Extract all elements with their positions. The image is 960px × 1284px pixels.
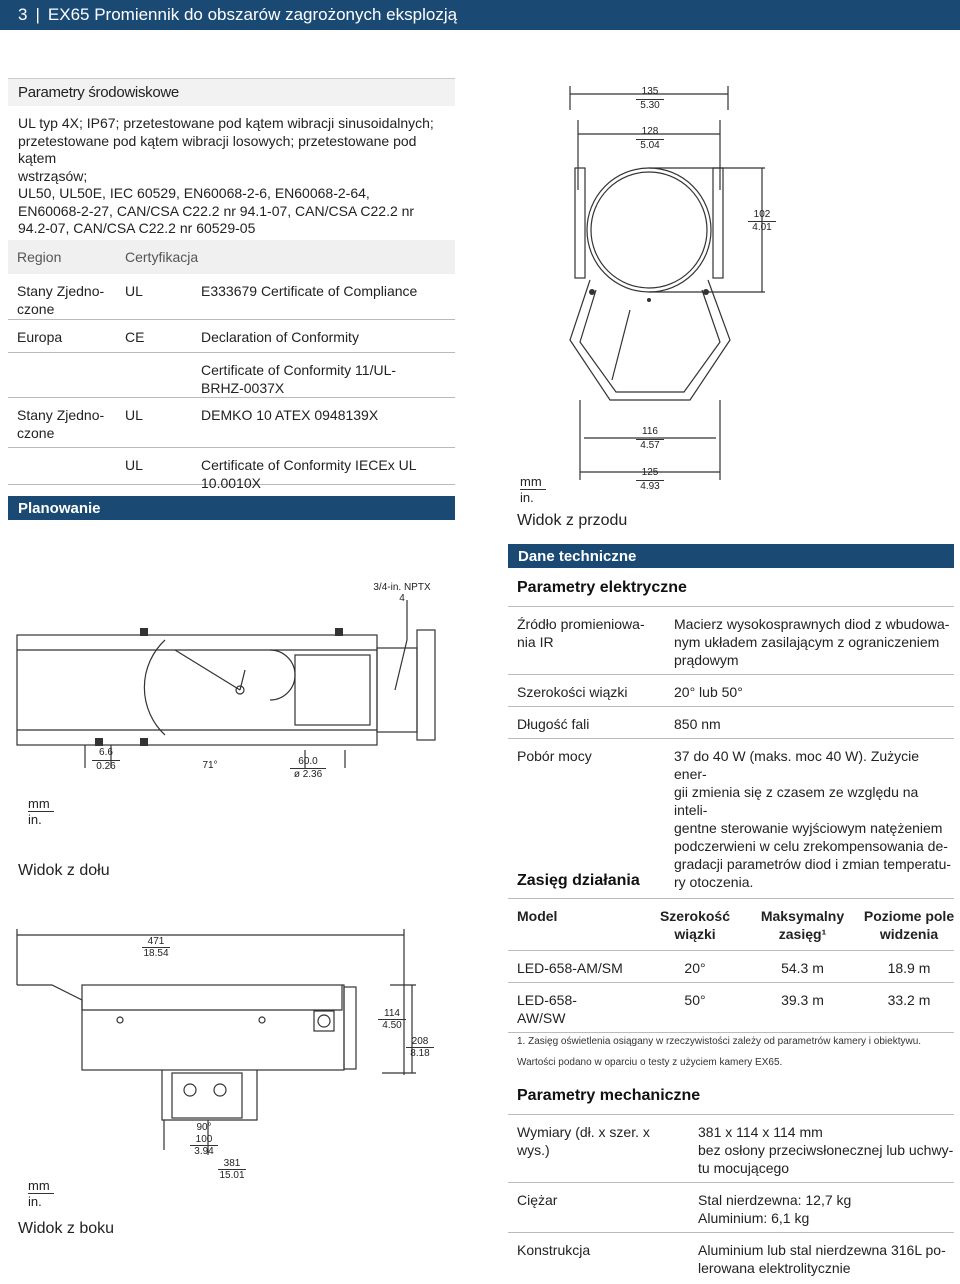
range-col-header-line: Maksymalny [760, 908, 845, 924]
env-line: przetestowane pod kątem wibracji losowych; przetestowane pod kątem [18, 132, 417, 166]
elec-value-line: prądowym [674, 652, 739, 668]
page-header [0, 0, 960, 30]
range-col-header-line: Model [517, 908, 558, 924]
elec-label-line: Długość fali [517, 716, 590, 732]
range-model [517, 959, 637, 977]
front-view-caption: Widok z przodu [517, 512, 628, 529]
elec-value-line: nym układem zasilającym z ograniczeniem [674, 634, 940, 650]
env-section-title [8, 78, 455, 106]
range-model-line: AW/SW [517, 1010, 566, 1026]
dim-114: 114 [384, 1008, 400, 1019]
cert-name-line: DEMKO 10 ATEX 0948139X [201, 407, 379, 423]
dim-208: 208 [411, 1036, 429, 1047]
col-region: Region [17, 249, 62, 265]
cert-region [17, 406, 117, 442]
elec-value-line: gradacji parametrów diod i zmian temperatu- [674, 856, 952, 872]
bottom-unit-in: in. [28, 811, 54, 827]
mech-label [517, 1191, 687, 1209]
range-col-header-line: Poziome pole [863, 908, 955, 924]
env-description [18, 115, 458, 238]
cert-row [8, 320, 455, 353]
elec-title: Parametry elektryczne [517, 579, 687, 596]
elec-value-line: podczerwieni w celu zrekompensowania de- [674, 838, 948, 854]
range-range: 54.3 m [781, 960, 824, 976]
mech-title: Parametry mechaniczne [517, 1087, 701, 1104]
cert-name [201, 406, 441, 424]
range-row [508, 983, 954, 1033]
mech-label-line: Konstrukcja [517, 1242, 591, 1258]
cert-region-line: Stany Zjedno- [17, 407, 105, 423]
range-col-header [517, 907, 637, 925]
mech-value-line: tu mocującego [698, 1160, 790, 1176]
cert-region-line: Stany Zjedno- [17, 283, 105, 299]
mech-value-line: bez osłony przeciwsłonecznej lub uchwy- [698, 1142, 954, 1158]
mech-value [698, 1123, 954, 1177]
dim-nptx: 3/4-in. NPTX 4 [373, 582, 431, 604]
range-fov: 18.9 m [887, 960, 931, 976]
elec-row [508, 675, 954, 707]
cert-name-line: Declaration of Conformity [201, 329, 359, 345]
range-col-header-line: wiązki [674, 926, 716, 942]
dim-504: 5.04 [636, 139, 664, 151]
elec-label-line: Źródło promieniowa- [517, 616, 645, 632]
dim-401: 4.01 [748, 221, 776, 233]
tech-title-text: Dane techniczne [518, 547, 637, 565]
cert-name-line: 10.0010X [201, 475, 261, 491]
elec-value-line: ry otoczenia. [674, 874, 754, 890]
mech-value-line: lerowana elektrolitycznie [698, 1260, 851, 1276]
elec-value-line: 37 do 40 W (maks. moc 40 W). Zużycie ener- [674, 748, 920, 782]
elec-value-line: Macierz wysokosprawnych diod z wbudowa- [674, 616, 950, 632]
mech-value-line: Aluminium: 6,1 kg [698, 1210, 810, 1226]
dim-530: 5.30 [636, 99, 664, 111]
elec-value [674, 715, 954, 733]
range-header [508, 899, 954, 951]
dim-450: 4.50 [378, 1019, 406, 1031]
page-number: 3 [18, 5, 28, 24]
range-range: 39.3 m [781, 992, 824, 1008]
mech-value [698, 1191, 954, 1227]
cert-region [17, 282, 117, 318]
mech-row [508, 1183, 954, 1233]
cert-row [8, 274, 455, 320]
range-footnote-1: 1. Zasięg oświetlenia osiągany w rzeczywistości zależy od parametrów kamery i obiektywu. [517, 1036, 922, 1047]
elec-label-line: Szerokości wiązki [517, 684, 628, 700]
range-beam: 20° [684, 960, 706, 976]
cert-row [8, 398, 455, 448]
dim-381: 381 [223, 1158, 241, 1169]
elec-value [674, 683, 954, 701]
dim-493: 4.93 [636, 480, 664, 492]
range-col-header [750, 907, 855, 943]
mech-label [517, 1123, 687, 1159]
range-model [517, 991, 637, 1027]
elec-value [674, 747, 954, 891]
cert-name-line: Certificate of Conformity IECEx UL [201, 457, 417, 473]
dim-236: ø 2.36 [290, 768, 326, 780]
cert-region-line: czone [17, 301, 55, 317]
range-beam: 50° [684, 992, 706, 1008]
side-view-drawing [12, 925, 452, 1155]
side-unit-in: in. [28, 1193, 54, 1209]
cert-body: CE [125, 329, 145, 345]
range-title: Zasięg działania [517, 872, 640, 889]
mech-label-line: Wymiary (dł. x szer. x [517, 1124, 650, 1140]
bottom-unit-mm: mm [28, 796, 50, 811]
elec-value-line: gentne sterowanie wyjściowym natężeniem [674, 820, 943, 836]
dim-471: 471 [147, 936, 165, 947]
range-col-header [645, 907, 745, 943]
cert-name-line: Certificate of Conformity 11/UL- [201, 362, 397, 378]
env-line: UL typ 4X; IP67; przetestowane pod kątem wibracji sinusoidalnych; [18, 115, 434, 131]
dim-600: 60.0 [298, 756, 318, 767]
mech-row [508, 1115, 954, 1183]
range-col-header [859, 907, 959, 943]
range-col-header-line: Szerokość [659, 908, 731, 924]
env-line: wstrząsów; [18, 167, 88, 184]
range-col-header-line: zasięg¹ [778, 926, 827, 942]
cert-body: UL [125, 457, 143, 473]
bottom-view-drawing [15, 600, 455, 770]
elec-value-line: gii zmienia się z czasem ze względu na inteli- [674, 784, 919, 818]
dim-125: 125 [641, 467, 659, 478]
mech-value [698, 1241, 954, 1277]
dim-818: 8.18 [406, 1047, 434, 1059]
dim-1501: 15.01 [219, 1170, 245, 1181]
env-title-text: Parametry środowiskowe [18, 84, 179, 101]
planning-title-text: Planowanie [18, 499, 101, 517]
document-title: EX65 Promiennik do obszarów zagrożonych eksplozją [47, 5, 458, 24]
dim-90: 90° [196, 1122, 212, 1133]
cert-name [201, 282, 441, 300]
mech-value-line: 381 x 114 x 114 mm [698, 1124, 823, 1140]
cert-body: UL [125, 283, 143, 299]
elec-value-line: 20° lub 50° [674, 684, 743, 700]
cert-name-line: E333679 Certificate of Compliance [201, 283, 418, 299]
elec-value [674, 615, 954, 669]
cert-region [17, 328, 117, 346]
elec-row [508, 607, 954, 675]
certification-table [8, 240, 455, 491]
elec-label-line: Pobór mocy [517, 748, 592, 764]
dim-100: 100 [195, 1134, 213, 1145]
col-certification: Certyfikacja [125, 249, 199, 265]
mech-row [508, 1233, 954, 1284]
mech-table [508, 1114, 954, 1284]
env-line: 94.2-07, CAN/CSA C22.2 nr 60529-05 [18, 220, 256, 236]
env-line: UL50, UL50E, IEC 60529, EN60068-2-6, EN60068-2-64, [18, 185, 370, 201]
cert-name [201, 456, 441, 492]
side-unit-mm: mm [28, 1178, 50, 1193]
dim-135: 135 [641, 86, 659, 97]
cert-body: UL [125, 407, 143, 423]
cert-row [8, 353, 455, 398]
env-line: EN60068-2-27, CAN/CSA C22.2 nr 94.1-07, CAN/CSA C22.2 nr [18, 202, 415, 219]
mech-value-line: Aluminium lub stal nierdzewna 316L po- [698, 1242, 946, 1258]
cert-name [201, 328, 441, 346]
dim-116: 116 [642, 426, 658, 437]
elec-label [517, 683, 667, 701]
range-table [508, 898, 954, 1032]
dim-026: 0.26 [92, 760, 120, 772]
range-model-line: LED-658-AM/SM [517, 960, 623, 976]
dim-102: 102 [753, 209, 771, 220]
cert-row [8, 448, 455, 491]
cert-region-line: czone [17, 425, 55, 441]
mech-value-line: Stal nierdzewna: 12,7 kg [698, 1192, 852, 1208]
mech-label [517, 1241, 687, 1259]
header-separator: | [35, 5, 40, 24]
range-col-header-line: widzenia [879, 926, 939, 942]
tech-data-title [508, 544, 954, 568]
dim-71: 71° [202, 760, 218, 771]
dim-457: 4.57 [636, 439, 664, 451]
dim-6-6: 6.6 [99, 747, 113, 758]
side-view-caption: Widok z boku [18, 1220, 115, 1237]
planning-title [8, 496, 455, 520]
elec-label [517, 715, 667, 733]
elec-row [508, 707, 954, 739]
dim-128: 128 [641, 126, 659, 137]
range-fov: 33.2 m [887, 992, 931, 1008]
mech-label-line: wys.) [517, 1142, 550, 1158]
front-unit-mm: mm [520, 474, 542, 489]
range-footnote-2: Wartości podano w oparciu o testy z użyciem kamery EX65. [517, 1057, 783, 1068]
mech-label-line: Ciężar [517, 1192, 558, 1208]
range-model-line: LED-658- [517, 992, 577, 1008]
cert-name [201, 361, 441, 397]
range-row [508, 951, 954, 983]
elec-label [517, 747, 667, 765]
cert-table-header [8, 240, 455, 274]
dim-1854: 18.54 [143, 948, 169, 959]
elec-value-line: 850 nm [674, 716, 721, 732]
bottom-view-caption: Widok z dołu [18, 862, 110, 879]
elec-label [517, 615, 667, 651]
cert-name-line: BRHZ-0037X [201, 380, 285, 396]
cert-region-line: Europa [17, 329, 63, 345]
front-unit-in: in. [520, 489, 546, 505]
elec-label-line: nia IR [517, 634, 554, 650]
dim-394: 3.94 [190, 1145, 218, 1157]
